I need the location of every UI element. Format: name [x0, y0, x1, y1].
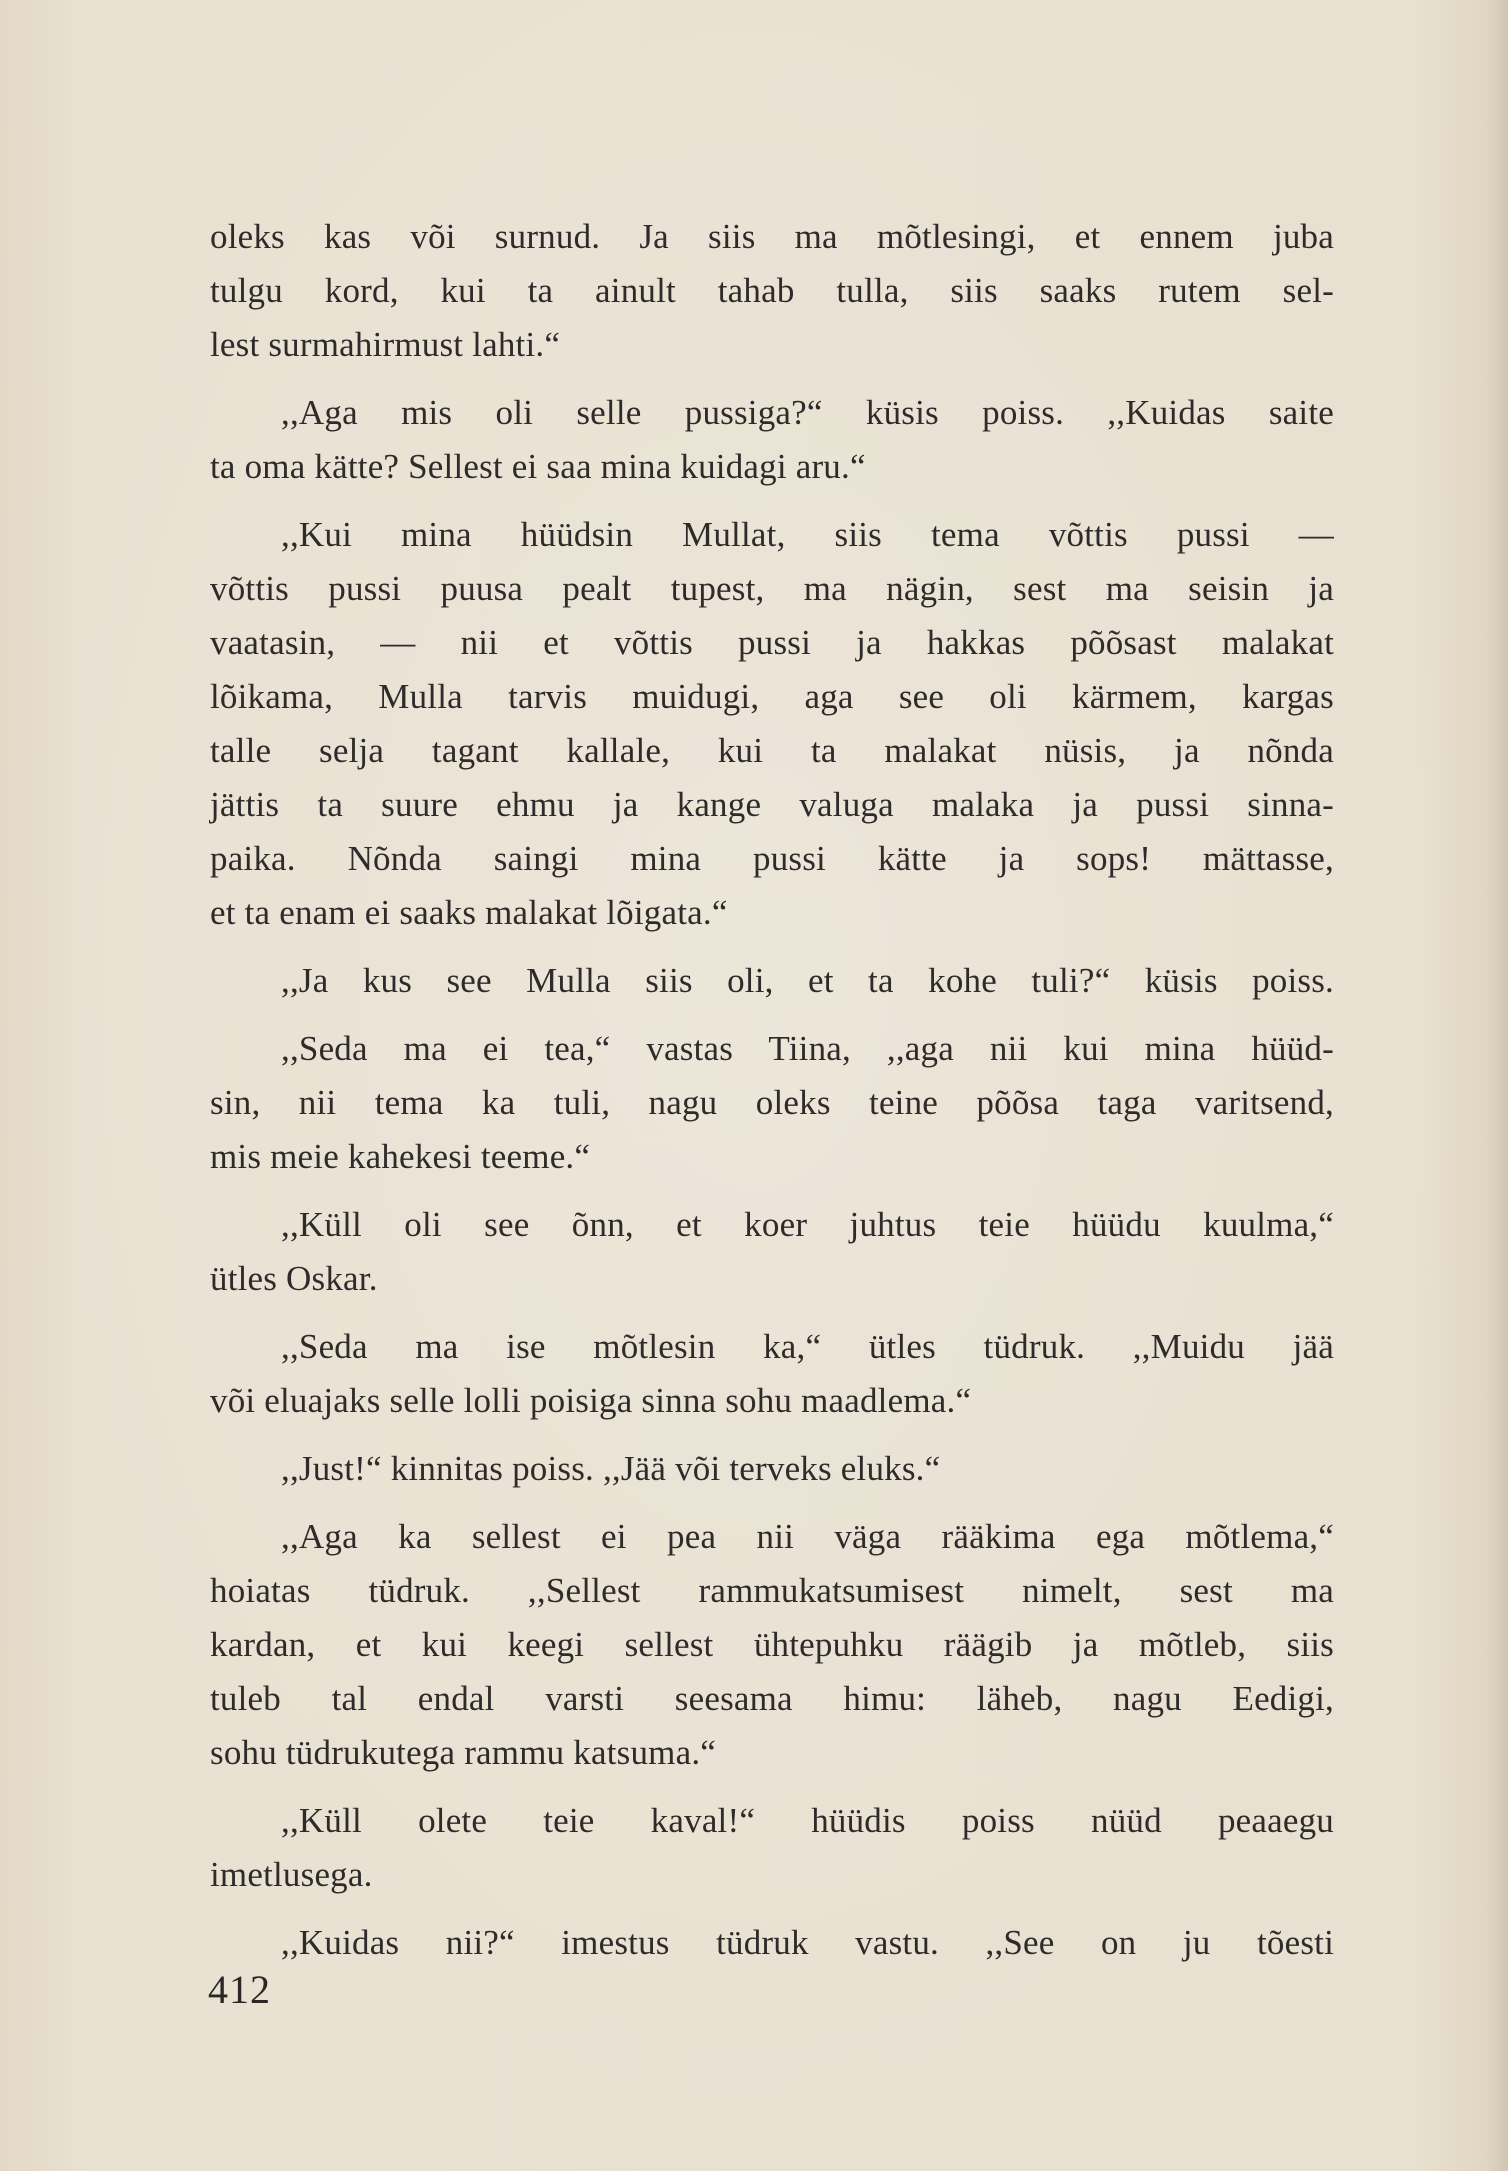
text-line: ,,Aga mis oli selle pussiga?“ küsis poiss. ,,Kuidas saite: [281, 393, 1334, 432]
text-line: paika. Nõnda saingi mina pussi kätte ja sops! mättasse,: [210, 839, 1334, 878]
text-line: ,,Seda ma ise mõtlesin ka,“ ütles tüdruk. ,,Muidu jää: [281, 1327, 1334, 1366]
text-line: ,,Küll olete teie kaval!“ hüüdis poiss nüüd peaaegu: [281, 1801, 1334, 1840]
text-line: sohu tüdrukutega rammu katsuma.“: [210, 1733, 717, 1772]
text-line: sin, nii tema ka tuli, nagu oleks teine põõsa taga varitsend,: [210, 1083, 1334, 1122]
text-line: imetlusega.: [210, 1855, 373, 1894]
text-line: kardan, et kui keegi sellest ühtepuhku räägib ja mõtleb, siis: [210, 1625, 1334, 1664]
text-line: tulgu kord, kui ta ainult tahab tulla, siis saaks rutem sel-: [210, 271, 1334, 310]
text-line: ,,Seda ma ei tea,“ vastas Tiina, ,,aga nii kui mina hüüd-: [281, 1029, 1334, 1068]
text-line: ,,Kui mina hüüdsin Mullat, siis tema võttis pussi —: [281, 515, 1334, 554]
text-line: vaatasin, — nii et võttis pussi ja hakkas põõsast malakat: [210, 623, 1334, 662]
text-line: hoiatas tüdruk. ,,Sellest rammukatsumisest nimelt, sest ma: [210, 1571, 1334, 1610]
text-line: ,,Küll oli see õnn, et koer juhtus teie hüüdu kuulma,“: [281, 1205, 1334, 1244]
text-line: ,,Kuidas nii?“ imestus tüdruk vastu. ,,See on ju tõesti: [281, 1923, 1334, 1962]
text-line: lest surmahirmust lahti.“: [210, 325, 561, 364]
text-line: jättis ta suure ehmu ja kange valuga malaka ja pussi sinna-: [210, 785, 1334, 824]
text-line: ,,Ja kus see Mulla siis oli, et ta kohe tuli?“ küsis poiss.: [281, 961, 1334, 1000]
text-line: ta oma kätte? Sellest ei saa mina kuidagi aru.“: [210, 447, 866, 486]
text-line: tuleb tal endal varsti seesama himu: läheb, nagu Eedigi,: [210, 1679, 1334, 1718]
text-line: et ta enam ei saaks malakat lõigata.“: [210, 893, 728, 932]
text-line: või eluajaks selle lolli poisiga sinna sohu maadlema.“: [210, 1381, 972, 1420]
text-line: talle selja tagant kallale, kui ta malakat nüsis, ja nõnda: [210, 731, 1334, 770]
text-line: ,,Just!“ kinnitas poiss. ,,Jää või terveks eluks.“: [281, 1449, 941, 1488]
text-line: lõikama, Mulla tarvis muidugi, aga see oli kärmem, kargas: [210, 677, 1334, 716]
page-number: 412: [208, 1967, 271, 2012]
text-line: mis meie kahekesi teeme.“: [210, 1137, 591, 1176]
text-line: ütles Oskar.: [210, 1259, 378, 1298]
text-line: võttis pussi puusa pealt tupest, ma nägin, sest ma seisin ja: [210, 569, 1334, 608]
text-line: oleks kas või surnud. Ja siis ma mõtlesingi, et ennem juba: [210, 217, 1334, 256]
text-line: ,,Aga ka sellest ei pea nii väga rääkima ega mõtlema,“: [281, 1517, 1334, 1556]
